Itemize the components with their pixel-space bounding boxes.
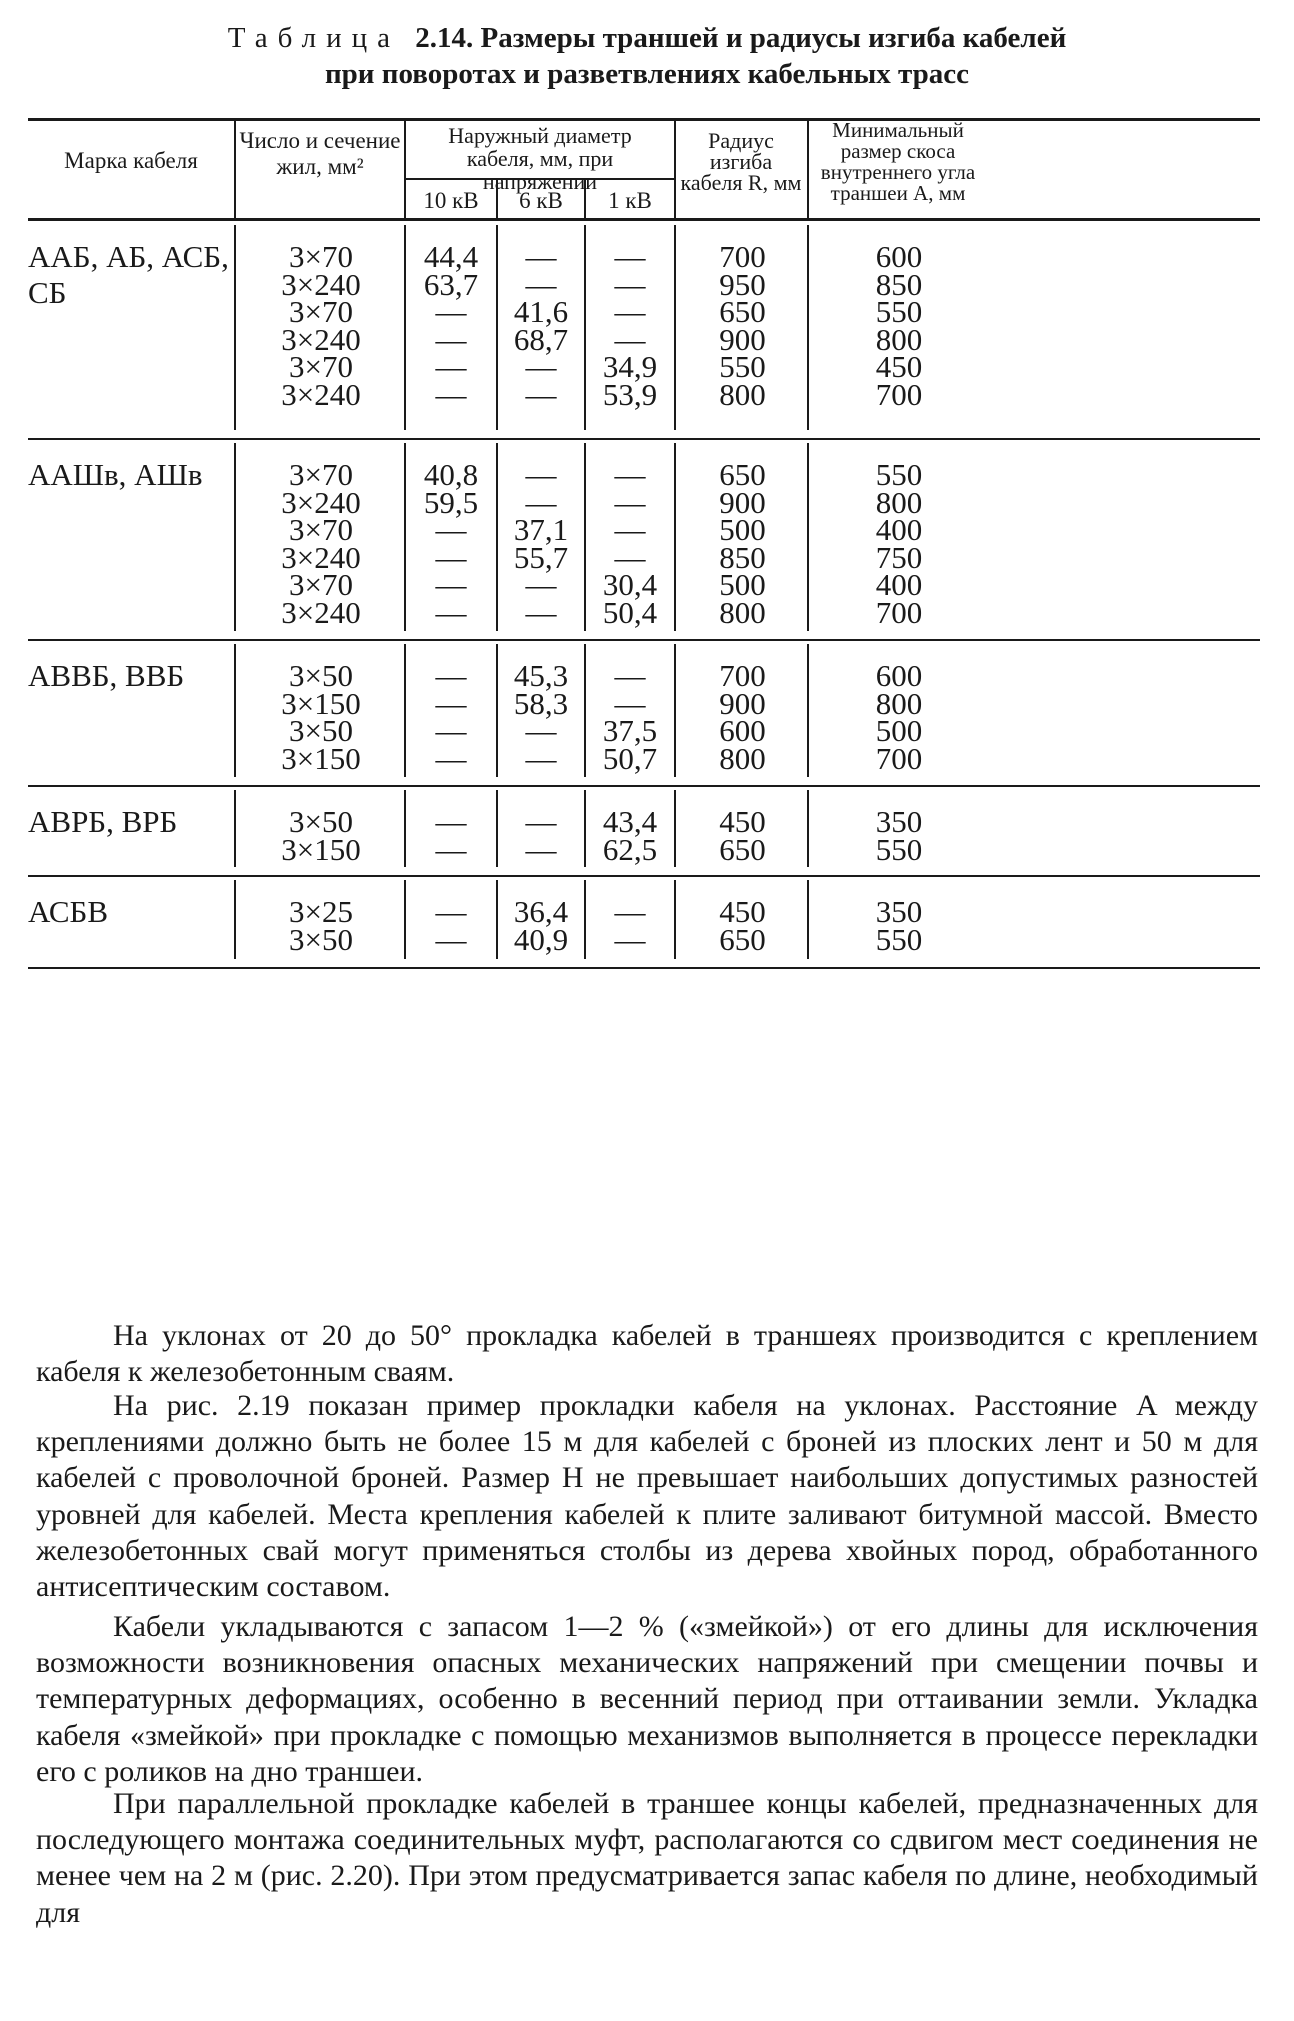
diameter-6kv-cell: 68,7 (513, 321, 569, 357)
body-vrule (674, 790, 676, 867)
diameter-1kv-cell: — (614, 512, 646, 548)
cores-cell: 3×50 (289, 713, 353, 749)
paragraph: На рис. 2.19 показан пример прокладки кабеля на уклонах. Расстояние A между креплениями должно быть не более 15 м для кабелей с броней из плоских лент и 50 м для кабелей с проволочной броней. Размер H не превышает наибольших допустимых разностей уровней для кабелей. Места крепления кабелей к плите заливают битумной массой. Вместо железобетонных свай могут применяться столбы из дерева хвойных пород, обработанного антисептическим составом. (36, 1389, 1258, 1604)
bevel-cell: 800 (875, 685, 923, 721)
cores-cell: 3×70 (289, 567, 353, 603)
body-vrule (807, 880, 809, 959)
bevel-cell: 350 (875, 804, 923, 839)
bevel-cell: 800 (875, 321, 923, 357)
diameter-6kv-cell: 41,6 (513, 294, 569, 330)
radius-cell: 450 (719, 804, 766, 839)
cores-cell: 3×240 (281, 484, 361, 520)
diameter-10kv-cell: 44,4 (423, 239, 479, 274)
cores-cell: 3×70 (289, 512, 353, 548)
diameter-6kv-cell: — (525, 804, 557, 839)
diameter-1kv-cell: — (614, 239, 646, 274)
header-brand: Марка кабеля (64, 148, 198, 173)
diameter-1kv-cell: — (614, 457, 646, 492)
diameter-1kv-cell: — (614, 539, 646, 575)
group-divider (28, 785, 1260, 787)
bevel-cell: 550 (875, 457, 923, 492)
diameter-1kv-cell: — (614, 266, 646, 302)
diameter-1kv-cell: 43,4 (602, 804, 658, 839)
diameter-10kv-cell: — (435, 567, 467, 603)
group-divider (28, 875, 1260, 877)
radius-cell: 650 (719, 457, 766, 492)
diameter-6kv-cell: 55,7 (513, 539, 569, 575)
diameter-10kv-cell: — (435, 512, 467, 548)
radius-cell: 950 (719, 266, 766, 302)
bevel-cell: 500 (875, 713, 923, 749)
radius-cell: 550 (719, 349, 766, 385)
diameter-6kv-cell: — (525, 740, 557, 776)
body-vrule (674, 225, 676, 430)
diameter-1kv-cell: 53,9 (602, 377, 658, 412)
diameter-1kv-cell: — (614, 294, 646, 330)
radius-cell: 700 (719, 658, 766, 693)
header-vrule (674, 118, 676, 218)
cores-cell: 3×70 (289, 457, 353, 492)
diameter-1kv-cell: — (614, 894, 646, 929)
body-vrule (674, 443, 676, 631)
diameter-6kv-cell: 37,1 (513, 512, 569, 548)
cores-cell: 3×25 (289, 894, 353, 929)
bevel-cell: 600 (875, 239, 923, 274)
radius-cell: 900 (719, 685, 766, 721)
data-table (28, 118, 1260, 1263)
group-divider (28, 967, 1260, 969)
group-divider (28, 438, 1260, 440)
diameter-1kv-cell: 37,5 (602, 713, 658, 749)
body-vrule (234, 790, 236, 867)
diameter-1kv-cell: — (614, 658, 646, 693)
cores-cell: 3×240 (281, 539, 361, 575)
radius-cell: 500 (719, 512, 766, 548)
radius-cell: 650 (719, 921, 766, 957)
header-vrule (807, 118, 809, 218)
diameter-10kv-cell: — (435, 321, 467, 357)
diameter-1kv-cell: 50,4 (602, 595, 658, 630)
diameter-6kv-cell: 45,3 (513, 658, 569, 693)
diameter-10kv-cell: — (435, 804, 467, 839)
diameter-6kv-cell: 58,3 (513, 685, 569, 721)
cores-cell: 3×150 (281, 685, 361, 721)
diameter-6kv-cell: — (525, 713, 557, 749)
brand-cell: ААШв, АШв (28, 457, 203, 492)
caption-number: 2.14. (415, 22, 474, 54)
diameter-6kv-cell: — (525, 377, 557, 412)
bevel-cell: 350 (875, 894, 923, 929)
caption-word: Таблица (227, 22, 400, 54)
body-vrule (807, 790, 809, 867)
diameter-6kv-cell: 36,4 (513, 894, 569, 929)
brand-cell: АСБВ (28, 894, 108, 929)
cores-cell: 3×70 (289, 239, 353, 274)
cores-cell: 3×70 (289, 294, 353, 330)
bevel-cell: 850 (875, 266, 923, 302)
body-vrule (234, 443, 236, 631)
body-vrule (234, 880, 236, 959)
cores-cell: 3×240 (281, 266, 361, 302)
radius-cell: 850 (719, 539, 766, 575)
caption-title-line2: при поворотах и разветвлениях кабельных трасс (324, 58, 970, 90)
body-vrule (807, 644, 809, 777)
bevel-cell: 550 (875, 921, 923, 957)
cores-cell: 3×240 (281, 321, 361, 357)
bevel-cell: 700 (875, 377, 923, 412)
radius-cell: 700 (719, 239, 766, 274)
cores-cell: 3×50 (289, 804, 353, 839)
diameter-6kv-cell: — (525, 484, 557, 520)
diameter-10kv-cell: 63,7 (423, 266, 479, 302)
body-vrule (674, 644, 676, 777)
header-1kv: 1 кВ (608, 188, 652, 213)
header-cores: Число и сечение жил, мм² (239, 128, 401, 179)
caption-title-line1: Размеры траншей и радиусы изгиба кабелей (480, 22, 1067, 54)
cores-cell: 3×150 (281, 831, 361, 867)
diameter-1kv-cell: 30,4 (602, 567, 658, 603)
diameter-6kv-cell: — (525, 349, 557, 385)
diameter-6kv-cell: — (525, 457, 557, 492)
diameter-10kv-cell: — (435, 658, 467, 693)
header-6kv: 6 кВ (519, 188, 563, 213)
radius-cell: 900 (719, 321, 766, 357)
paragraph: Кабели укладываются с запасом 1—2 % («змейкой») от его длины для исключения возможности возникновения опасных механических напряжений при смещении почвы и температурных деформациях, особенно в весенний период при оттаивании земли. Укладка кабеля «змейкой» при прокладке с помощью механизмов выполняется в процессе перекладки его с роликов на дно траншеи. (36, 1610, 1258, 1788)
diameter-10kv-cell: — (435, 377, 467, 412)
header-vrule (234, 118, 236, 218)
radius-cell: 650 (719, 294, 766, 330)
cores-cell: 3×70 (289, 349, 353, 385)
paragraph: На уклонах от 20 до 50° прокладка кабелей в траншеях производится с креплением кабеля к железобетонным сваям. (36, 1319, 1258, 1389)
radius-cell: 450 (719, 894, 766, 929)
radius-cell: 800 (719, 595, 766, 630)
bevel-cell: 400 (875, 567, 923, 603)
diameter-10kv-cell: — (435, 831, 467, 867)
cores-cell: 3×240 (281, 377, 361, 412)
radius-cell: 900 (719, 484, 766, 520)
bevel-cell: 600 (875, 658, 923, 693)
header-radius: Радиус изгиба кабеля R, мм (680, 128, 802, 195)
bevel-cell: 800 (875, 484, 923, 520)
diameter-1kv-cell: 62,5 (602, 831, 658, 867)
diameter-6kv-cell: — (525, 239, 557, 274)
radius-cell: 600 (719, 713, 766, 749)
diameter-1kv-cell: — (614, 321, 646, 357)
diameter-6kv-cell: 40,9 (513, 921, 569, 957)
cores-cell: 3×50 (289, 921, 353, 957)
brand-cell: АВВБ, ВВБ (28, 658, 185, 693)
bevel-cell: 750 (875, 539, 923, 575)
group-divider (28, 639, 1260, 641)
diameter-10kv-cell: — (435, 539, 467, 575)
brand-cell: ААБ, АБ, АСБ, СБ (28, 239, 229, 310)
diameter-10kv-cell: — (435, 595, 467, 630)
diameter-10kv-cell: 59,5 (423, 484, 479, 520)
diameter-10kv-cell: 40,8 (423, 457, 479, 492)
radius-cell: 500 (719, 567, 766, 603)
table-caption (0, 20, 1294, 92)
diameter-1kv-cell: — (614, 921, 646, 957)
bevel-cell: 450 (875, 349, 923, 385)
diameter-10kv-cell: — (435, 740, 467, 776)
header-10kv: 10 кВ (423, 188, 479, 213)
diameter-10kv-cell: — (435, 894, 467, 929)
brand-cell: АВРБ, ВРБ (28, 804, 178, 839)
cores-cell: 3×240 (281, 595, 361, 630)
body-vrule (234, 644, 236, 777)
bevel-cell: 550 (875, 831, 923, 867)
cores-cell: 3×50 (289, 658, 353, 693)
bevel-cell: 400 (875, 512, 923, 548)
paragraph: При параллельной прокладке кабелей в траншее концы кабелей, предназначенных для последующего монтажа соединительных муфт, располагаются со сдвигом мест соединения не менее чем на 2 м (рис. 2.20). При этом предусматривается запас кабеля по длине, необходимый для (36, 1787, 1258, 1929)
diameter-10kv-cell: — (435, 713, 467, 749)
diameter-6kv-cell: — (525, 567, 557, 603)
radius-cell: 800 (719, 740, 766, 776)
diameter-6kv-cell: — (525, 831, 557, 867)
body-vrule (807, 443, 809, 631)
diameter-1kv-cell: 50,7 (602, 740, 658, 776)
radius-cell: 800 (719, 377, 766, 412)
diameter-10kv-cell: — (435, 921, 467, 957)
header-bevel: Минимальный размер скоса внутреннего угла траншеи A, мм (820, 118, 976, 205)
table-top-rule (28, 118, 1260, 121)
body-vrule (674, 880, 676, 959)
diameter-1kv-cell: — (614, 484, 646, 520)
radius-cell: 650 (719, 831, 766, 867)
diameter-1kv-cell: 34,9 (602, 349, 658, 385)
body-vrule (807, 225, 809, 430)
header-diameter: Наружный диаметр кабеля, мм, при напряжении (448, 123, 632, 194)
bevel-cell: 550 (875, 294, 923, 330)
bevel-cell: 700 (875, 595, 923, 630)
header-divider (28, 218, 1260, 221)
bevel-cell: 700 (875, 740, 923, 776)
diameter-1kv-cell: — (614, 685, 646, 721)
diameter-10kv-cell: — (435, 349, 467, 385)
diameter-6kv-cell: — (525, 266, 557, 302)
diameter-10kv-cell: — (435, 294, 467, 330)
cores-cell: 3×150 (281, 740, 361, 776)
diameter-10kv-cell: — (435, 685, 467, 721)
body-vrule (234, 225, 236, 430)
diameter-6kv-cell: — (525, 595, 557, 630)
